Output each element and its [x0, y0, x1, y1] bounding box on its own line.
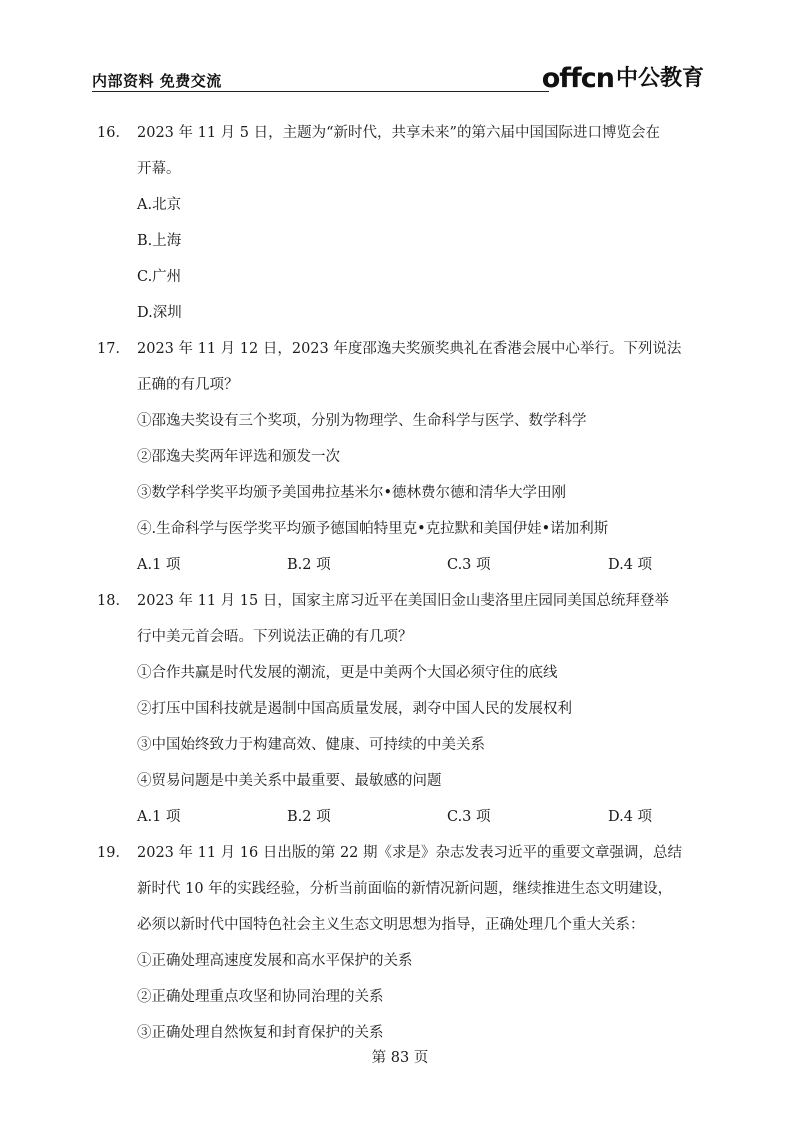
answer-option: A.1 项	[137, 557, 181, 573]
statement-item: ③数学科学奖平均颁予美国弗拉基米尔•德林费尔德和清华大学田刚	[137, 485, 567, 501]
statement-item: ③中国始终致力于构建高效、健康、可持续的中美关系	[137, 737, 485, 753]
question-stem-line: 新时代 10 年的实践经验，分析当前面临的新情况新问题，继续推进生态文明建设，	[137, 881, 673, 897]
brand-logo-cn: 中公教育	[615, 66, 704, 91]
question-stem-line: 正确的有几项？	[137, 377, 239, 393]
answer-option: A.1 项	[137, 809, 181, 825]
statement-item: ②打压中国科技就是遏制中国高质量发展，剥夺中国人民的发展权利	[137, 701, 572, 717]
statement-item: ②正确处理重点攻坚和协同治理的关系	[137, 989, 384, 1005]
question-number: 18．	[97, 593, 130, 609]
statement-item: ①合作共赢是时代发展的潮流，更是中美两个大国必须守住的底线	[137, 665, 558, 681]
statement-item: ①邵逸夫奖设有三个奖项，分别为物理学、生命科学与医学、数学科学	[137, 413, 587, 429]
question-stem-line: 必须以新时代中国特色社会主义生态文明思想为指导，正确处理几个重大关系：	[137, 917, 645, 933]
question-stem-line: 2023 年 11 月 16 日出版的第 22 期《求是》杂志发表习近平的重要文章强调，总结	[137, 845, 683, 861]
answer-option: D.深圳	[137, 305, 182, 321]
answer-option: B.2 项	[287, 809, 331, 825]
header-rule	[92, 91, 549, 92]
question-number: 19．	[97, 845, 130, 861]
brand-logo-latin: offcn	[541, 63, 614, 94]
question-number: 16．	[97, 125, 130, 141]
question-stem-line: 开幕。	[137, 161, 181, 177]
page-number: 第 83 页	[371, 1050, 429, 1066]
answer-option: B.2 项	[287, 557, 331, 573]
statement-item: ③正确处理自然恢复和封育保护的关系	[137, 1025, 384, 1041]
question-stem-line: 行中美元首会晤。下列说法正确的有几项？	[137, 629, 413, 645]
answer-option: D.4 项	[608, 809, 653, 825]
statement-item: ④.生命科学与医学奖平均颁予德国帕特里克•克拉默和美国伊娃•诺加利斯	[137, 521, 609, 537]
answer-option: B.上海	[137, 233, 182, 249]
question-stem-line: 2023 年 11 月 15 日，国家主席习近平在美国旧金山斐洛里庄园同美国总统拜登举	[137, 593, 669, 609]
page-header	[92, 63, 704, 96]
statement-item: ④贸易问题是中美关系中最重要、最敏感的问题	[137, 773, 442, 789]
answer-option: C.3 项	[447, 809, 491, 825]
question-stem-line: 2023 年 11 月 5 日，主题为“新时代，共享未来”的第六届中国国际进口博览会在	[137, 125, 660, 141]
brand-logo	[542, 62, 704, 94]
question-stem-line: 2023 年 11 月 12 日，2023 年度邵逸夫奖颁奖典礼在香港会展中心举行。下列说法	[137, 341, 682, 357]
answer-option: A.北京	[137, 197, 182, 213]
statement-item: ②邵逸夫奖两年评选和颁发一次	[137, 449, 340, 465]
answer-option: C.广州	[137, 269, 182, 285]
question-number: 17．	[97, 341, 130, 357]
header-label: 内部资料 免费交流	[92, 72, 222, 90]
answer-option: C.3 项	[447, 557, 491, 573]
answer-option: D.4 项	[608, 557, 653, 573]
statement-item: ①正确处理高速度发展和高水平保护的关系	[137, 953, 413, 969]
